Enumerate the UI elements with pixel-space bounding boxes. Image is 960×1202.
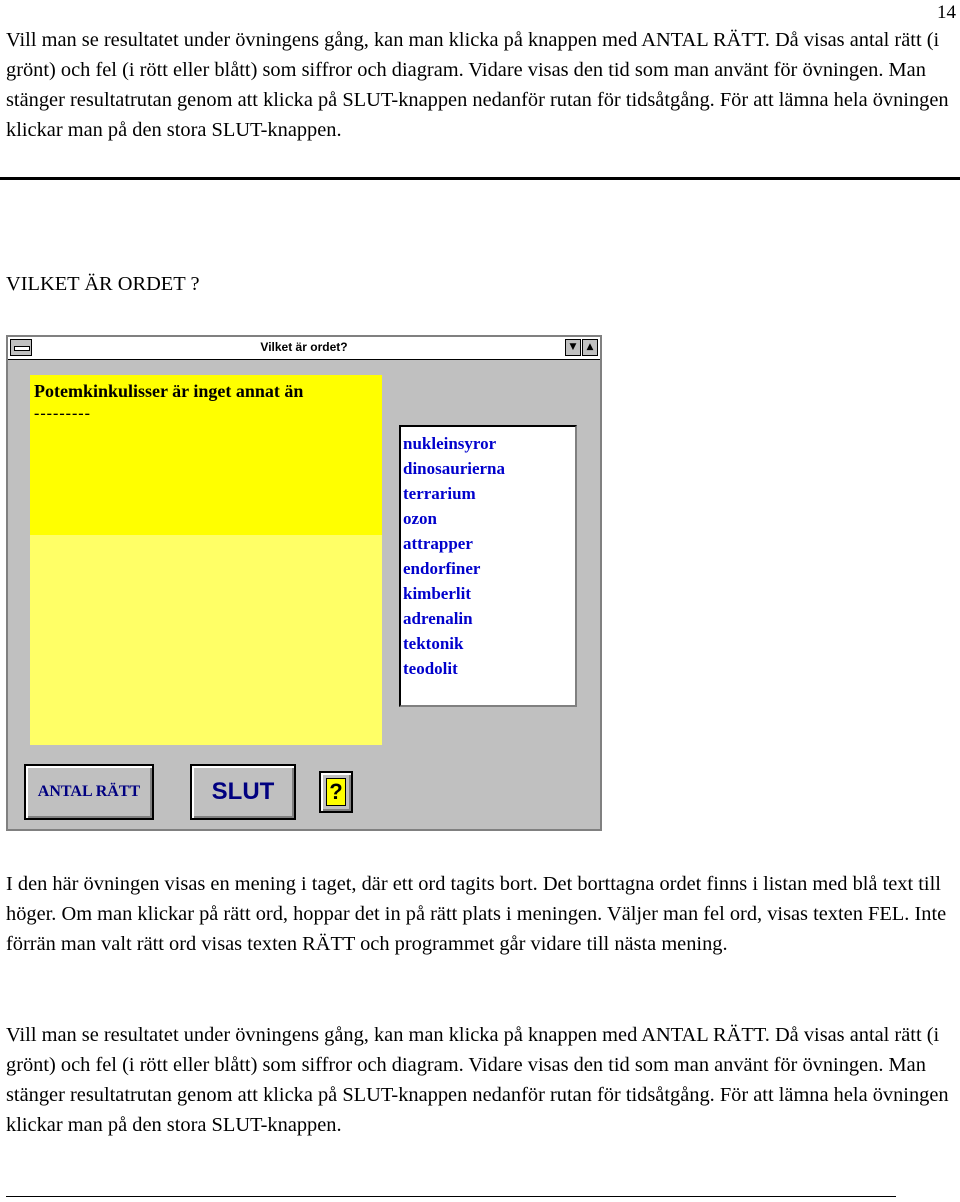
slut-button[interactable]: SLUT — [190, 764, 296, 820]
word-option[interactable]: tektonik — [403, 634, 464, 653]
page-number: 14 — [937, 2, 956, 23]
window-title: Vilket är ordet? — [260, 340, 348, 354]
sentence-panel-lower — [30, 535, 382, 745]
help-icon: ? — [326, 778, 346, 806]
help-button[interactable] — [319, 771, 353, 813]
word-option[interactable]: terrarium — [403, 484, 476, 503]
word-option[interactable]: ozon — [403, 509, 437, 528]
footer-divider — [6, 1196, 896, 1197]
maximize-button[interactable]: ▲ — [582, 339, 598, 356]
window-titlebar — [8, 337, 600, 360]
description-paragraph: I den här övningen visas en mening i taget, där ett ord tagits bort. Det borttagna ordet finns i listan med blå text till höger. Om man klickar på rätt ord, hoppar det in på rätt plats i meningen. Väljer man fel ord, visas texten FEL. Inte förrän man valt rätt ord visas texten RÄTT och programmet går vidare till nästa mening. — [6, 873, 947, 955]
word-option[interactable]: attrapper — [403, 534, 473, 553]
antal-ratt-button[interactable]: ANTAL RÄTT — [24, 764, 154, 820]
word-option[interactable]: adrenalin — [403, 609, 473, 628]
minimize-button[interactable]: ▼ — [565, 339, 581, 356]
sentence-text: Potemkinkulisser är inget annat än — [34, 381, 304, 401]
word-option[interactable]: endorfiner — [403, 559, 481, 578]
word-option[interactable]: dinosaurierna — [403, 459, 506, 478]
section-title: VILKET ÄR ORDET ? — [6, 273, 200, 295]
word-option[interactable]: nukleinsyror — [403, 434, 497, 453]
intro-paragraph: Vill man se resultatet under övningens gång, kan man klicka på knappen med ANTAL RÄTT. Då visas antal rätt (i grönt) och fel (i rött eller blått) som siffror och diagram. Vidare visas den tid som man använt för övningen. Man stänger resultatrutan genom att klicka på SLUT-knappen nedanför rutan för tidsåtgång. För att lämna hela övningen klickar man på den stora SLUT-knappen. — [6, 29, 949, 141]
word-list[interactable] — [399, 425, 577, 707]
section-divider — [0, 177, 960, 180]
word-option[interactable]: teodolit — [403, 659, 458, 678]
results-paragraph: Vill man se resultatet under övningens gång, kan man klicka på knappen med ANTAL RÄTT. Då visas antal rätt (i grönt) och fel (i rött eller blått) som siffror och diagram. Vidare visas den tid som man använt för övningen. Man stänger resultatrutan genom att klicka på SLUT-knappen nedanför rutan för tidsåtgång. För att lämna hela övningen klickar man på den stora SLUT-knappen. — [6, 1024, 949, 1136]
missing-word-blank[interactable]: --------- — [34, 405, 91, 422]
sentence-panel — [30, 375, 382, 535]
exercise-window — [6, 335, 602, 831]
word-option[interactable]: kimberlit — [403, 584, 471, 603]
